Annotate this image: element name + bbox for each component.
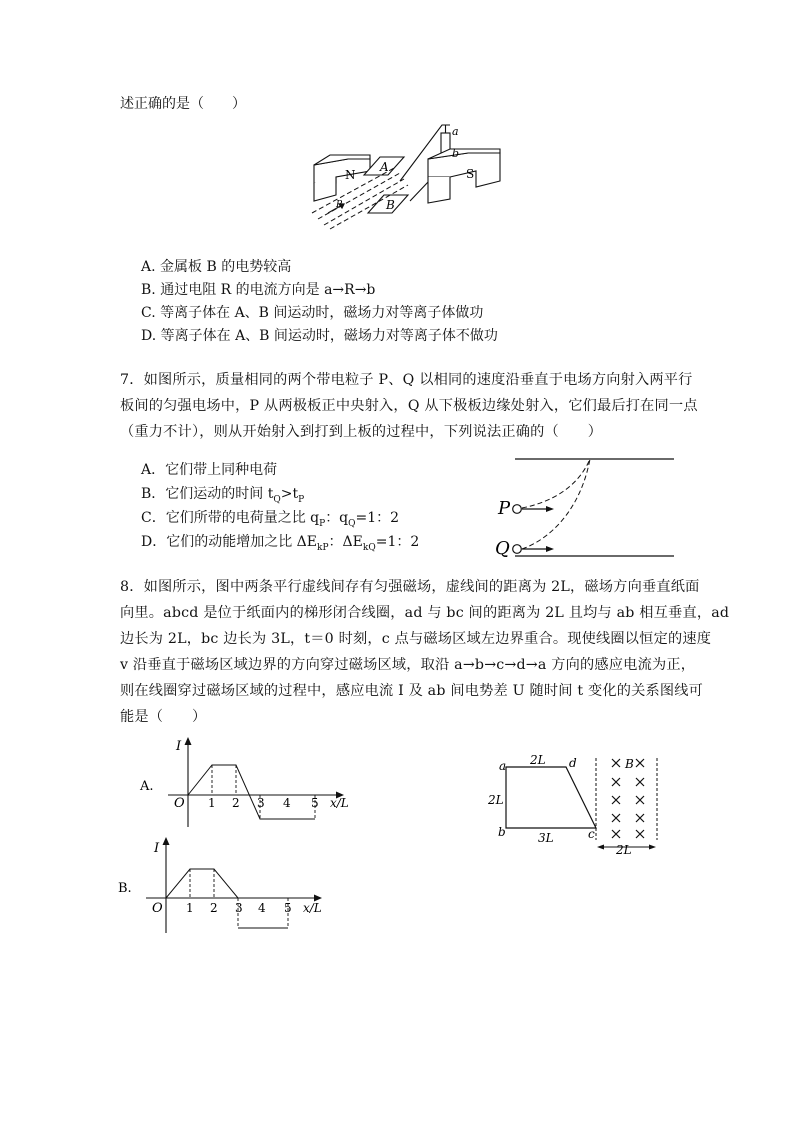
graph-a-y-label: I [176, 739, 182, 754]
q6-option-d: D. 等离子体在 A、B 间运动时，磁场力对等离子体不做功 [141, 328, 498, 344]
q7-stem-line-1: 7．如图所示，质量相同的两个带电粒子 P、Q 以相同的速度沿垂直于电场方向射入两平行 [120, 372, 693, 388]
field-label: B [625, 757, 634, 771]
graph-a-tick-4: 4 [283, 796, 291, 810]
graph-a-origin: O [174, 796, 185, 811]
q8-stem-line-4: v 沿垂直于磁场区域边界的方向穿过磁场区域，取沿 a→b→c→d→a 方向的感应电流为正， [120, 657, 696, 673]
particle-p-label: P [498, 498, 511, 519]
graph-b-x-label: x/L [303, 901, 322, 915]
graph-b-y-label: I [154, 841, 160, 856]
graph-b-origin: O [152, 901, 163, 916]
graph-b-option: B. [118, 881, 132, 896]
q6-option-a: A. 金属板 B 的电势较高 [141, 259, 292, 275]
resistor-a-label: a [452, 125, 459, 138]
graph-a-tick-2: 2 [232, 796, 240, 810]
particle-label: P [336, 200, 343, 210]
s-pole-label: S [466, 167, 475, 181]
graph-a-tick-1: 1 [208, 796, 216, 810]
coil-corner-a: a [499, 759, 507, 773]
q7-option-a: A．它们带上同种电荷 [141, 462, 278, 478]
mhd-generator-figure [300, 115, 510, 240]
graph-b-tick-4: 4 [258, 901, 266, 915]
q6-option-b: B. 通过电阻 R 的电流方向是 a→R→b [141, 282, 376, 298]
graph-b-tick-1: 1 [186, 901, 194, 915]
coil-top-length: 2L [530, 753, 546, 767]
q6-stem-tail: 述正确的是（ ） [120, 96, 246, 112]
q7-stem-line-2: 板间的匀强电场中，P 从两极板正中央射入，Q 从下极板边缘处射入，它们最后打在同一点 [120, 398, 698, 414]
field-width-label: 2L [616, 843, 632, 857]
parallel-plates-figure [490, 452, 680, 564]
n-pole-label: N [345, 168, 356, 182]
plate-b-label: B [386, 198, 395, 212]
coil-field-figure [486, 750, 676, 860]
coil-corner-d: d [569, 756, 577, 770]
coil-corner-b: b [498, 825, 506, 839]
graph-a-option: A. [140, 779, 154, 794]
resistor-b-label: b [452, 147, 460, 160]
q6-option-c: C. 等离子体在 A、B 间运动时，磁场力对等离子体做功 [141, 305, 484, 321]
graph-a [140, 735, 370, 835]
graph-b-tick-3: 3 [235, 901, 243, 915]
graph-b [118, 835, 348, 935]
q7-stem-line-3: （重力不计），则从开始射入到打到上板的过程中，下列说法正确的（ ） [120, 424, 603, 440]
q8-stem-line-1: 8．如图所示，图中两条平行虚线间存有匀强磁场，虚线间的距离为 2L，磁场方向垂直纸面 [120, 579, 700, 595]
graph-b-tick-2: 2 [210, 901, 218, 915]
coil-bottom-length: 3L [538, 831, 554, 845]
graph-a-tick-3: 3 [257, 796, 265, 810]
coil-corner-c: c [588, 827, 595, 841]
q7-option-c: C．它们所带的电荷量之比 $q_P$：$q_Q=1$：2 [141, 510, 400, 529]
graph-a-tick-5: 5 [311, 796, 319, 810]
q8-stem-line-6: 能是（ ） [120, 709, 207, 725]
q7-option-b: B．它们运动的时间 $t_Q>t_P$ [141, 486, 305, 505]
q7-option-d: D．它们的动能增加之比 $\Delta E_{kP}$：$\Delta E_{kQ}=1$：2 [141, 534, 420, 553]
plate-a-label: A [380, 160, 389, 174]
q8-stem-line-3: 边长为 2L，bc 边长为 3L，t＝0 时刻，c 点与磁场区域左边界重合。现使线圈以恒定的速度 [120, 631, 712, 647]
coil-left-length: 2L [488, 793, 504, 807]
graph-a-x-label: x/L [330, 796, 349, 810]
graph-b-tick-5: 5 [284, 901, 292, 915]
q8-stem-line-5: 则在线圈穿过磁场区域的过程中，感应电流 I 及 ab 间电势差 U 随时间 t 变化的关系图线可 [120, 683, 704, 699]
particle-q-label: Q [495, 538, 510, 559]
q8-stem-line-2: 向里。abcd 是位于纸面内的梯形闭合线圈，ad 与 bc 间的距离为 2L 且均与 ab 相互垂直，ad [120, 605, 730, 621]
